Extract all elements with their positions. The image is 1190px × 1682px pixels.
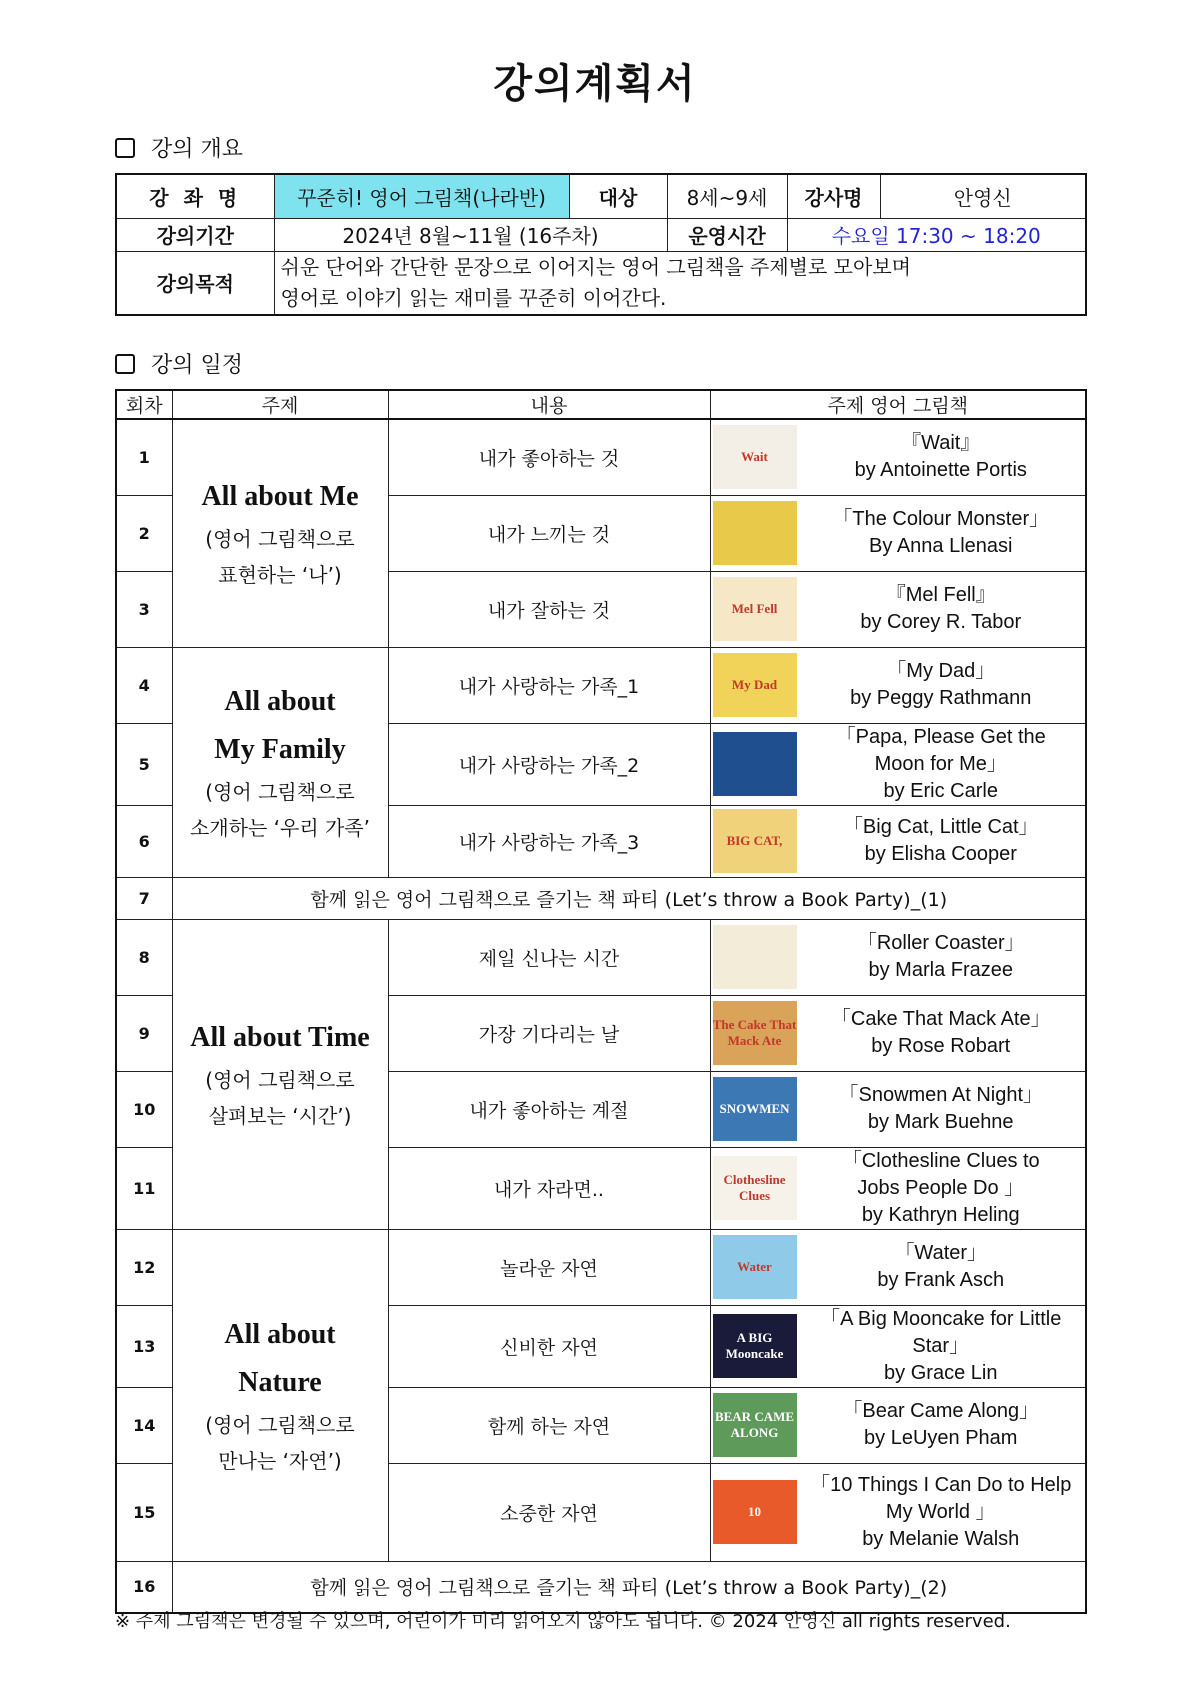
book-title: 「The Colour Monster」 bbox=[832, 508, 1050, 530]
book-cell bbox=[710, 495, 1086, 571]
book-cover-image bbox=[713, 425, 797, 489]
book-info bbox=[797, 1398, 1086, 1452]
session-content: 내가 사랑하는 가족_1 bbox=[388, 647, 710, 723]
session-number: 9 bbox=[116, 995, 172, 1071]
book-author: by Rose Robart bbox=[871, 1035, 1011, 1057]
checkbox-icon bbox=[115, 138, 135, 158]
topic-subtitle-line-1: (영어 그림책으로 bbox=[205, 527, 355, 552]
book-info bbox=[797, 724, 1086, 805]
session-content: 함께 하는 자연 bbox=[388, 1387, 710, 1463]
book-cover-image bbox=[713, 653, 797, 717]
book-cell bbox=[710, 1305, 1086, 1387]
session-number: 6 bbox=[116, 805, 172, 877]
schedule-table bbox=[115, 389, 1087, 1614]
party-text: 함께 읽은 영어 그림책으로 즐기는 책 파티 (Let’s throw a Book Party)_(2) bbox=[172, 1561, 1086, 1613]
book-cover-image bbox=[713, 925, 797, 989]
goal-text bbox=[274, 251, 1086, 315]
session-number: 12 bbox=[116, 1229, 172, 1305]
session-content: 내가 잘하는 것 bbox=[388, 571, 710, 647]
section-overview-heading bbox=[115, 132, 243, 163]
book-entry bbox=[711, 809, 1086, 873]
session-number: 7 bbox=[116, 877, 172, 919]
book-author: by LeUyen Pham bbox=[864, 1427, 1018, 1449]
session-number: 5 bbox=[116, 723, 172, 805]
topic-cell bbox=[172, 419, 388, 647]
book-cover-image bbox=[713, 1314, 797, 1378]
book-author-extra: by Melanie Walsh bbox=[862, 1527, 1020, 1550]
time-value: 수요일 17:30 ~ 18:20 bbox=[787, 218, 1086, 251]
book-author: by Marla Frazee bbox=[868, 959, 1013, 981]
period-value: 2024년 8월~11월 (16주차) bbox=[274, 218, 667, 251]
schedule-row bbox=[116, 647, 1086, 723]
book-cover-image bbox=[713, 1480, 797, 1544]
book-info bbox=[797, 658, 1086, 712]
goal-line-2: 영어로 이야기 읽는 재미를 꾸준히 이어간다. bbox=[280, 285, 667, 310]
book-cell bbox=[710, 1071, 1086, 1147]
topic-subtitle-line-1: (영어 그림책으로 bbox=[205, 1068, 355, 1092]
book-author: by Elisha Cooper bbox=[864, 843, 1017, 865]
book-title: 「Big Cat, Little Cat」 bbox=[842, 816, 1039, 838]
session-content: 내가 좋아하는 계절 bbox=[388, 1071, 710, 1147]
topic-cell bbox=[172, 919, 388, 1229]
teacher-value: 안영신 bbox=[880, 174, 1086, 218]
book-author-extra: by Kathryn Heling bbox=[861, 1203, 1020, 1226]
session-content: 신비한 자연 bbox=[388, 1305, 710, 1387]
book-author: by Peggy Rathmann bbox=[850, 687, 1032, 709]
book-author: My World 」 bbox=[885, 1500, 996, 1523]
topic-title-line-1: All about bbox=[224, 1319, 336, 1350]
party-row bbox=[116, 1561, 1086, 1613]
session-number: 10 bbox=[116, 1071, 172, 1147]
course-value: 꾸준히! 영어 그림책(나라반) bbox=[274, 174, 569, 218]
book-info bbox=[797, 814, 1086, 868]
topic-title-line-2: Nature bbox=[238, 1367, 322, 1398]
topic-subtitle-line-1: (영어 그림책으로 bbox=[205, 1413, 355, 1437]
header-topic: 주제 bbox=[172, 390, 388, 419]
book-cover-title: Clothesline Clues bbox=[723, 1172, 786, 1203]
session-content: 내가 사랑하는 가족_3 bbox=[388, 805, 710, 877]
book-info bbox=[797, 1306, 1086, 1387]
book-cell bbox=[710, 805, 1086, 877]
schedule-header-row bbox=[116, 390, 1086, 419]
book-cover-title: BIG CAT, bbox=[726, 833, 783, 848]
session-number: 14 bbox=[116, 1387, 172, 1463]
header-content: 내용 bbox=[388, 390, 710, 419]
book-author: Moon for Me」 bbox=[874, 752, 1007, 775]
session-number: 4 bbox=[116, 647, 172, 723]
session-number: 13 bbox=[116, 1305, 172, 1387]
book-cover-image bbox=[713, 501, 797, 565]
topic-subtitle-line-2: 표현하는 ‘나’) bbox=[218, 563, 342, 588]
topic-title-line-2: My Family bbox=[214, 734, 346, 765]
session-number: 15 bbox=[116, 1463, 172, 1561]
book-entry bbox=[711, 653, 1086, 717]
schedule-row bbox=[116, 1229, 1086, 1305]
book-author: By Anna Llenasi bbox=[869, 535, 1013, 557]
topic-cell bbox=[172, 1229, 388, 1561]
book-info bbox=[797, 430, 1086, 484]
session-content: 소중한 자연 bbox=[388, 1463, 710, 1561]
target-label: 대상 bbox=[569, 174, 667, 218]
book-info bbox=[797, 930, 1086, 984]
book-cover-image bbox=[713, 732, 797, 796]
footer-note: ※ 주제 그림책은 변경될 수 있으며, 어린이가 미리 읽어오지 않아도 됩니다. © 2024 안영신 all rights reserved. bbox=[115, 1611, 1011, 1632]
book-cell bbox=[710, 995, 1086, 1071]
party-row bbox=[116, 877, 1086, 919]
book-cell bbox=[710, 419, 1086, 495]
topic-title-line-1: All about Time bbox=[190, 1022, 370, 1053]
session-content: 내가 느끼는 것 bbox=[388, 495, 710, 571]
session-content: 가장 기다리는 날 bbox=[388, 995, 710, 1071]
book-cover-image bbox=[713, 1077, 797, 1141]
book-cell bbox=[710, 1463, 1086, 1561]
book-cover-image bbox=[713, 1393, 797, 1457]
overview-table bbox=[115, 173, 1087, 316]
session-content: 내가 자라면.. bbox=[388, 1147, 710, 1229]
page-title: 강의계획서 bbox=[493, 61, 697, 107]
book-title: 「Water」 bbox=[894, 1242, 988, 1264]
session-number: 16 bbox=[116, 1561, 172, 1613]
session-content: 내가 좋아하는 것 bbox=[388, 419, 710, 495]
book-cover-image bbox=[713, 809, 797, 873]
session-content: 놀라운 자연 bbox=[388, 1229, 710, 1305]
checkbox-icon bbox=[115, 354, 135, 374]
book-entry bbox=[711, 1472, 1086, 1553]
book-entry bbox=[711, 724, 1086, 805]
book-cell bbox=[710, 919, 1086, 995]
section-schedule-label: 강의 일정 bbox=[151, 353, 244, 378]
book-cell bbox=[710, 723, 1086, 805]
book-entry bbox=[711, 1148, 1086, 1229]
topic-title-line-1: All about bbox=[224, 686, 336, 717]
schedule-row bbox=[116, 419, 1086, 495]
teacher-label: 강사명 bbox=[787, 174, 880, 218]
session-content: 제일 신나는 시간 bbox=[388, 919, 710, 995]
session-number: 11 bbox=[116, 1147, 172, 1229]
book-title: 「Clothesline Clues to bbox=[841, 1149, 1040, 1172]
book-cell bbox=[710, 1387, 1086, 1463]
goal-label: 강의목적 bbox=[116, 251, 274, 315]
book-title: 「10 Things I Can Do to Help bbox=[810, 1473, 1072, 1496]
book-cell bbox=[710, 571, 1086, 647]
book-title: 『Mel Fell』 bbox=[885, 584, 996, 606]
book-author: by Grace Lin bbox=[884, 1361, 998, 1384]
book-cover-image bbox=[713, 1001, 797, 1065]
book-cover-title: SNOWMEN bbox=[719, 1101, 790, 1116]
session-number: 1 bbox=[116, 419, 172, 495]
book-info bbox=[797, 506, 1086, 560]
session-number: 2 bbox=[116, 495, 172, 571]
session-number: 3 bbox=[116, 571, 172, 647]
book-entry bbox=[711, 425, 1086, 489]
course-label: 강 좌 명 bbox=[116, 174, 274, 218]
topic-subtitle-line-1: (영어 그림책으로 bbox=[205, 780, 355, 804]
header-no: 회차 bbox=[116, 390, 172, 419]
book-entry bbox=[711, 1393, 1086, 1457]
book-cover-title: Wait bbox=[741, 449, 768, 465]
session-number: 8 bbox=[116, 919, 172, 995]
book-entry bbox=[711, 1077, 1086, 1141]
book-author: by Antoinette Portis bbox=[854, 459, 1027, 482]
book-cell bbox=[710, 647, 1086, 723]
book-title: 「Papa, Please Get the bbox=[835, 725, 1046, 748]
book-entry bbox=[711, 501, 1086, 565]
book-entry bbox=[711, 1001, 1086, 1065]
book-info bbox=[797, 1472, 1086, 1553]
book-title: 「Snowmen At Night」 bbox=[838, 1084, 1044, 1106]
book-info bbox=[797, 1006, 1086, 1060]
book-info bbox=[797, 1148, 1086, 1229]
book-cell bbox=[710, 1147, 1086, 1229]
book-cover-title: A BIG Mooncake bbox=[725, 1330, 784, 1361]
party-text: 함께 읽은 영어 그림책으로 즐기는 책 파티 (Let’s throw a Book Party)_(1) bbox=[172, 877, 1086, 919]
book-cover-image bbox=[713, 1156, 797, 1220]
book-author-extra: by Eric Carle bbox=[883, 779, 998, 802]
section-overview-label: 강의 개요 bbox=[151, 137, 244, 162]
session-content: 내가 사랑하는 가족_2 bbox=[388, 723, 710, 805]
book-title: 『Wait』 bbox=[901, 432, 981, 455]
book-entry bbox=[711, 1235, 1086, 1299]
book-title: 「A Big Mooncake for Little Star」 bbox=[820, 1307, 1062, 1357]
book-entry bbox=[711, 925, 1086, 989]
topic-subtitle-line-2: 살펴보는 ‘시간’) bbox=[208, 1104, 352, 1128]
book-author: by Mark Buehne bbox=[867, 1111, 1014, 1133]
book-entry bbox=[711, 577, 1086, 641]
book-cover-title: The Cake That Mack Ate bbox=[712, 1017, 797, 1048]
book-entry bbox=[711, 1306, 1086, 1387]
book-cover-image bbox=[713, 1235, 797, 1299]
book-cell bbox=[710, 1229, 1086, 1305]
book-title: 「Cake That Mack Ate」 bbox=[830, 1008, 1051, 1030]
book-info bbox=[797, 582, 1086, 636]
book-title: 「Bear Came Along」 bbox=[842, 1400, 1040, 1422]
book-info bbox=[797, 1082, 1086, 1136]
book-cover-title: My Dad bbox=[731, 677, 778, 692]
book-info bbox=[797, 1240, 1086, 1294]
book-title: 「Roller Coaster」 bbox=[856, 932, 1025, 954]
book-cover-image bbox=[713, 577, 797, 641]
book-author: Jobs People Do 」 bbox=[857, 1176, 1025, 1199]
schedule-row bbox=[116, 919, 1086, 995]
book-cover-title: Water bbox=[737, 1259, 772, 1274]
book-cover-title: Mel Fell bbox=[731, 601, 778, 616]
target-value: 8세~9세 bbox=[667, 174, 787, 218]
period-label: 강의기간 bbox=[116, 218, 274, 251]
book-title: 「My Dad」 bbox=[886, 660, 996, 682]
section-schedule-heading bbox=[115, 348, 243, 379]
book-cover-title: 10 bbox=[748, 1504, 761, 1519]
time-label: 운영시간 bbox=[667, 218, 787, 251]
topic-subtitle-line-2: 만나는 ‘자연’) bbox=[218, 1449, 342, 1473]
goal-line-1: 쉬운 단어와 간단한 문장으로 이어지는 영어 그림책을 주제별로 모아보며 bbox=[280, 254, 911, 279]
topic-subtitle-line-2: 소개하는 ‘우리 가족’ bbox=[190, 816, 370, 840]
topic-title-line-1: All about Me bbox=[201, 481, 359, 513]
book-author: by Frank Asch bbox=[877, 1269, 1005, 1291]
book-author: by Corey R. Tabor bbox=[860, 611, 1022, 633]
book-cover-title: BEAR CAME ALONG bbox=[714, 1409, 795, 1440]
header-books: 주제 영어 그림책 bbox=[710, 390, 1086, 419]
topic-cell bbox=[172, 647, 388, 877]
